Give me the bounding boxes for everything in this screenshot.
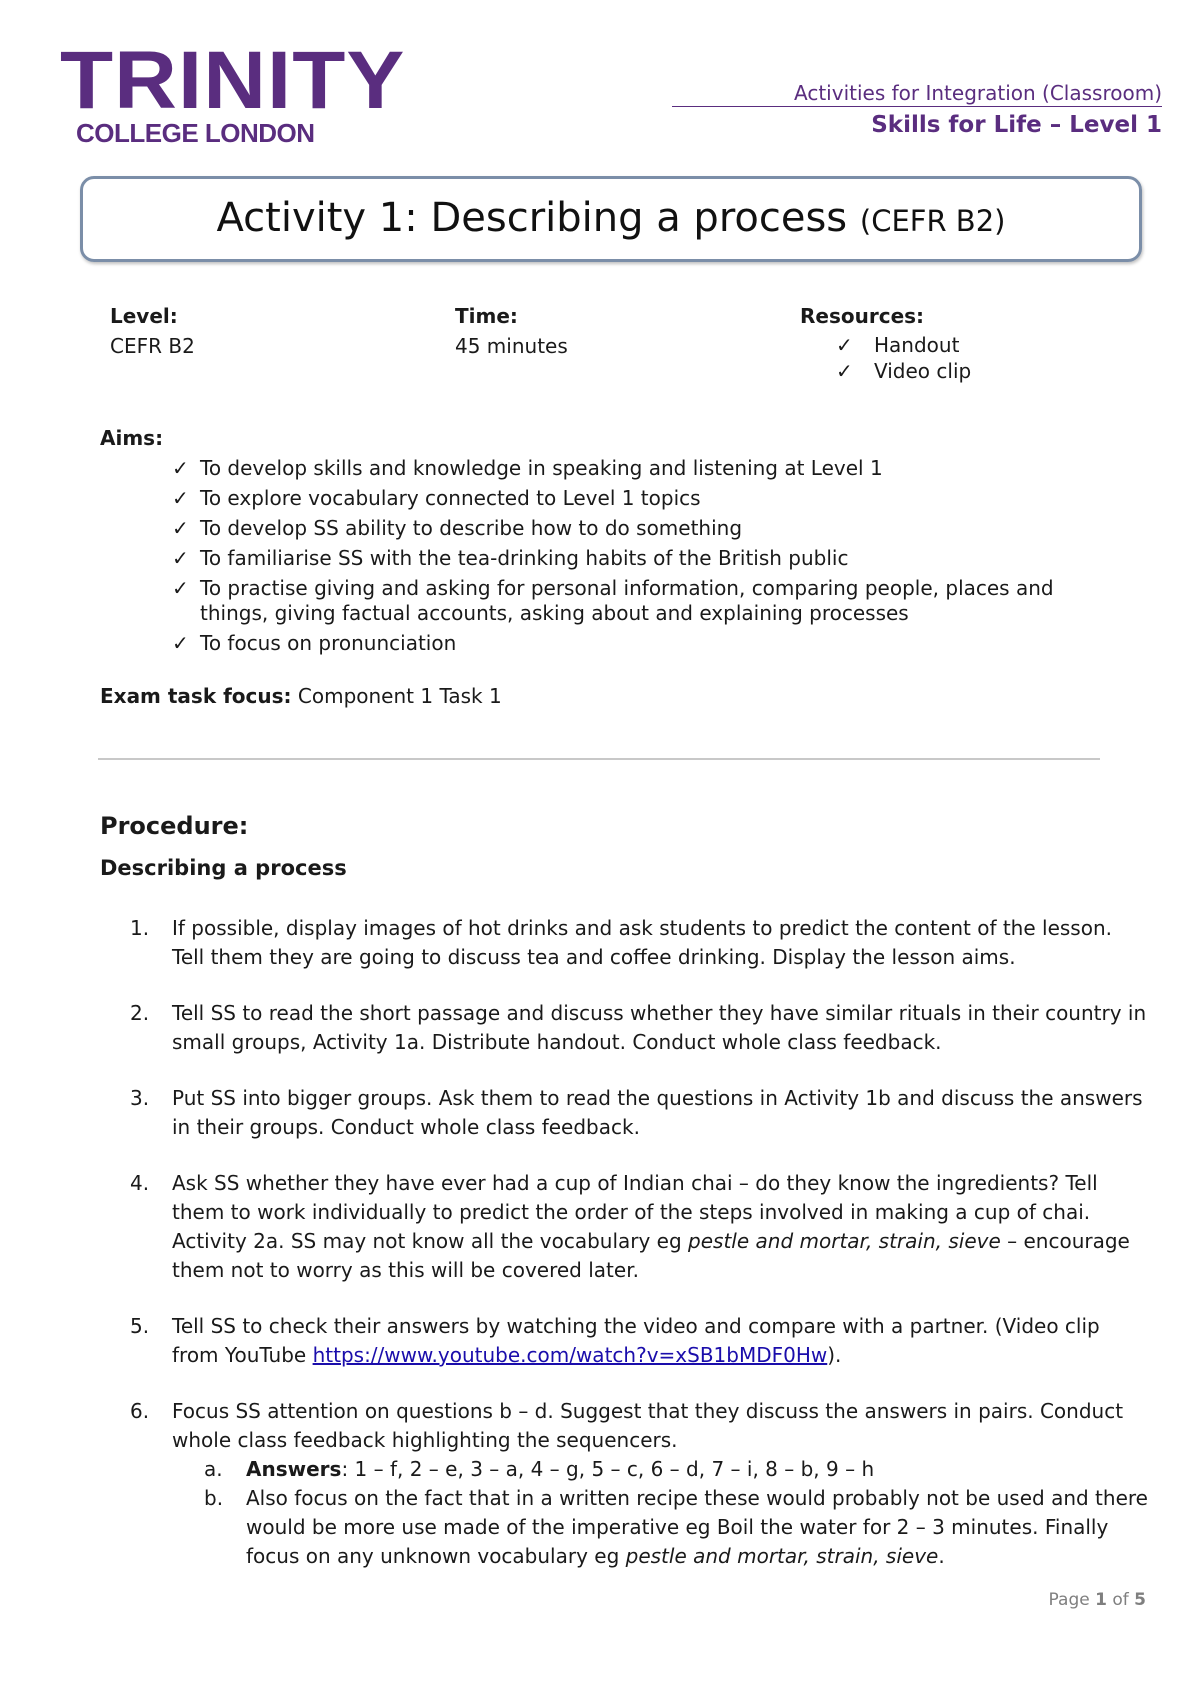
aims-list	[172, 456, 1072, 656]
procedure-steps	[130, 914, 1150, 1571]
check-icon: ✓	[172, 456, 189, 480]
step-text: Tell SS to check their answers by watching the video and compare with a partner. (Video clip from YouTube	[172, 1314, 1100, 1367]
step-text: If possible, display images of hot drinks and ask students to predict the content of the lesson. Tell them they are going to discuss tea and coffee drinking. Display the lesson aims.	[172, 916, 1112, 969]
list-item	[172, 516, 1072, 541]
aims-label: Aims:	[100, 426, 164, 450]
sub-item-letter: b.	[204, 1486, 224, 1510]
time-value: 45 minutes	[455, 334, 568, 358]
step-number: 5.	[130, 1314, 150, 1338]
resources-label: Resources:	[800, 304, 925, 328]
list-item	[130, 999, 1150, 1057]
step-number: 6.	[130, 1399, 150, 1423]
aim-text: To practise giving and asking for personal information, comparing people, places and things, giving factual accounts, asking about and explaining processes	[200, 576, 1054, 625]
answers-text: : 1 – f, 2 – e, 3 – a, 4 – g, 5 – c, 6 – d, 7 – i, 8 – b, 9 – h	[341, 1457, 875, 1481]
logo	[60, 35, 406, 148]
resource-text: Handout	[874, 333, 960, 357]
step-vocab-emphasis: pestle and mortar, strain, sieve	[688, 1229, 1001, 1253]
page-current: 1	[1095, 1590, 1107, 1610]
time-block	[455, 302, 568, 361]
aim-text: To familiarise SS with the tea-drinking habits of the British public	[200, 546, 849, 570]
aim-text: To explore vocabulary connected to Level 1 topics	[200, 486, 701, 510]
resources-list	[836, 332, 971, 384]
resources-block	[800, 302, 971, 384]
step-number: 2.	[130, 1001, 150, 1025]
answers-label: Answers	[246, 1457, 342, 1481]
list-item	[130, 1084, 1150, 1142]
list-item	[172, 546, 1072, 571]
list-item	[172, 631, 1072, 656]
level-block	[110, 302, 195, 361]
sub-item-letter: a.	[204, 1457, 223, 1481]
logo-wordmark: TRINITY	[60, 35, 406, 126]
activity-cefr: (CEFR B2)	[859, 203, 1006, 238]
check-icon: ✓	[172, 631, 189, 655]
exam-task-label: Exam task focus:	[100, 684, 292, 708]
step-text-end: ).	[827, 1343, 842, 1367]
exam-task-focus	[100, 682, 502, 711]
time-label: Time:	[455, 304, 518, 328]
of-word: of	[1112, 1590, 1129, 1610]
sub-item-note	[204, 1484, 1150, 1571]
aim-text: To focus on pronunciation	[200, 631, 457, 655]
step-text: Focus SS attention on questions b – d. Suggest that they discuss the answers in pairs. Conduct whole class feedback highlighting the sequencers.	[172, 1399, 1124, 1452]
step-number: 4.	[130, 1171, 150, 1195]
sub-item-answers	[204, 1455, 1150, 1484]
exam-task-value: Component 1 Task 1	[297, 684, 502, 708]
step-text: Tell SS to read the short passage and discuss whether they have similar rituals in their country in small groups, Activity 1a. Distribute handout. Conduct whole class feedback.	[172, 1001, 1147, 1054]
aims-block	[100, 424, 1072, 656]
check-icon: ✓	[836, 333, 853, 357]
procedure-heading: Procedure:	[100, 812, 249, 840]
check-icon: ✓	[172, 576, 189, 600]
aim-text: To develop skills and knowledge in speaking and listening at Level 1	[200, 456, 883, 480]
list-item	[836, 332, 971, 358]
page-total: 5	[1134, 1590, 1146, 1610]
list-item	[130, 1169, 1150, 1285]
section-divider	[98, 758, 1100, 760]
check-icon: ✓	[172, 546, 189, 570]
list-item	[172, 576, 1072, 626]
check-icon: ✓	[172, 516, 189, 540]
list-item	[130, 1312, 1150, 1370]
step-number: 1.	[130, 916, 150, 940]
step-text: Put SS into bigger groups. Ask them to read the questions in Activity 1b and discuss the answers in their groups. Conduct whole class feedback.	[172, 1086, 1143, 1139]
list-item	[130, 914, 1150, 972]
level-value: CEFR B2	[110, 334, 195, 358]
page-number	[1049, 1586, 1146, 1615]
step-text: Ask SS whether they have ever had a cup of Indian chai – do they know the ingredients? Tell them to work individually to predict the order of the steps involved in making a cup of chai. Activity 2a. SS may not know all the vocabulary eg	[172, 1171, 1098, 1253]
note-vocab-emphasis: pestle and mortar, strain, sieve	[625, 1544, 939, 1568]
page-word: Page	[1048, 1590, 1090, 1610]
header-subtitle-text: Activities for Integration (Classroom)	[794, 81, 1162, 105]
list-item	[130, 1397, 1150, 1571]
activity-title-box	[80, 176, 1142, 262]
level-label: Level:	[110, 304, 178, 328]
header-title: Skills for Life – Level 1	[871, 112, 1162, 138]
youtube-link[interactable]: https://www.youtube.com/watch?v=xSB1bMDF0Hw	[312, 1343, 828, 1367]
check-icon: ✓	[836, 359, 853, 383]
aim-text: To develop SS ability to describe how to do something	[200, 516, 743, 540]
note-text: Also focus on the fact that in a written recipe these would probably not be used and there would be more use made of the imperative eg Boil the water for 2 – 3 minutes. Finally focus on any unknown vocabulary eg	[246, 1486, 1148, 1568]
step-number: 3.	[130, 1086, 150, 1110]
logo-subtitle: COLLEGE LONDON	[76, 118, 315, 148]
list-item	[836, 358, 971, 384]
activity-title	[217, 194, 1006, 245]
list-item	[172, 456, 1072, 481]
header-subtitle	[794, 80, 1162, 106]
header-rule	[672, 106, 1162, 107]
check-icon: ✓	[172, 486, 189, 510]
note-text-end: .	[938, 1544, 945, 1568]
activity-title-text: Activity 1: Describing a process	[216, 194, 848, 241]
procedure-subheading: Describing a process	[100, 856, 347, 880]
list-item	[172, 486, 1072, 511]
resource-text: Video clip	[874, 359, 972, 383]
step-text-end: – encourage them not to worry as this will be covered later.	[172, 1229, 1130, 1282]
